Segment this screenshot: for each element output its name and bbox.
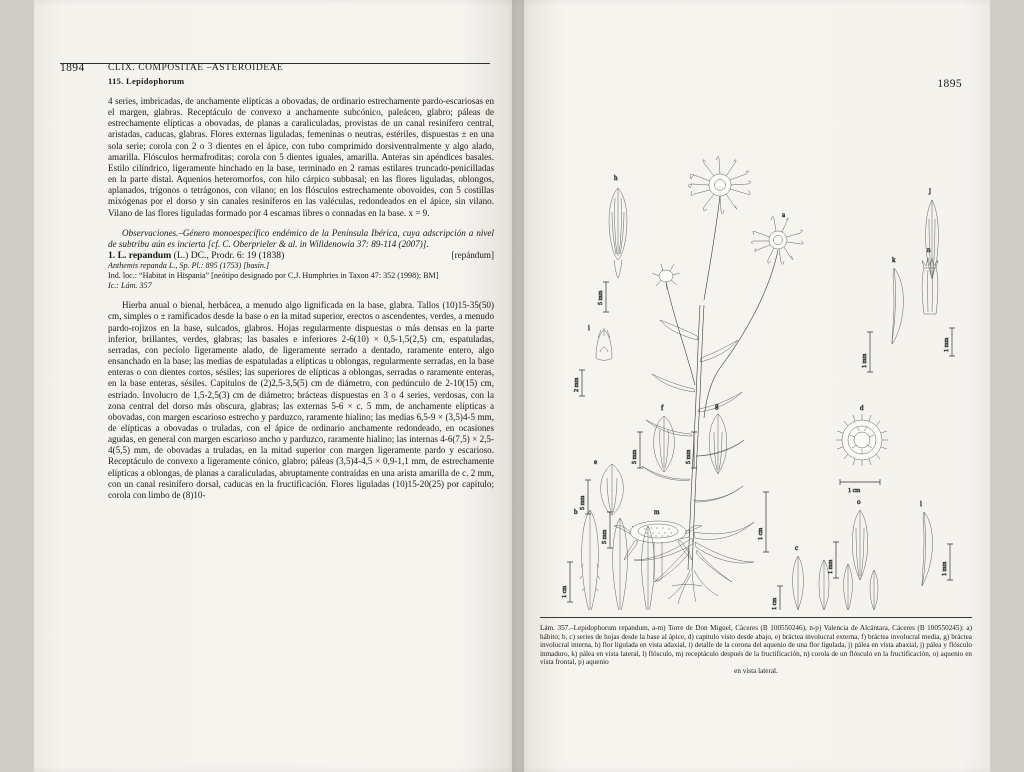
svg-text:5 mm: 5 mm	[601, 529, 608, 544]
species-heading	[108, 250, 494, 261]
book-gutter	[512, 0, 524, 772]
scale-bar-m	[601, 512, 613, 548]
svg-text:1 cm: 1 cm	[757, 527, 764, 540]
scale-bar-o	[827, 542, 839, 578]
paragraph-observations: Observaciones.–Género monoespecífico endémico de la Península Ibérica, cuya adscripción a nivel de subtribu aún es incierta [cf. C. Oberprieler & al. in Willdenowia 37: 89-114 (2007)].	[108, 227, 494, 249]
species-description: Hierba anual o bienal, herbácea, a menudo algo lignificada en la base, glabra. Tallos (10)15-35(50) cm, simples o ± ramificados desde la base o en la mitad superior, erectos o ascendentes, verdes, a menudo pardo-rojizos en la base, sulcados, glabros. Hojas regularmente dispuestas o más densas en la parte inferior, brillantes, verdes, glabras; las basales e inferiores 2-6(10) × 0,5-1,5(2,5) cm, espatuladas, serradas, con pecíolo ligeramente alado, de ligeramente serrado a dentado, raramente entero, algo ensanchado en la base; las medias de espatuladas a elípticas u oblongas, regularmente serradas, en la base enteras o con dientes cortos, sésiles; las superiores de elípticas a oblongas, serradas o raramente enteras, en la base enteras, sésiles. Capítulos de (2)2,5-3,5(5) cm de diámetro, con pedúnculo de 2-10(15) cm, estriado. Involucro de 1,5-2,5(3) cm de diámetro; brácteas dispuestas en 3 o 4 series, verdosas, con la zona central del dorso más obscura, glabras; las externas 5-6 × c. 5 mm, de anchamente elípticas a obovadas, con margen escarioso estrecho y parduzco, raramente hialino; las medias 6,5-9 × (3,5)4-5 mm, de elípticas a obovadas o truladas, con el ápice de ordinario anchamente redondeado, en ocasiones agudas, en general con margen escarioso ancho y parduzco, raramente hialino; las internas 4-6(7,5) × 2,5-4(5,5) mm, de obovadas a truladas, en la mitad superior con margen ligeramente pardo y escarioso. Receptáculo de convexo a ligeramente cónico, glabro; páleas (3,5)4-4,5 × 0,9-1,1 mm, de estrechamente elípticas a oblongas, de planas a caraliculadas, abruptamente contraídas en una arista amarilla de c. 2 mm, con un canal resinífero dorsal, caducas en la fructificación. Flores liguladas (10)15-20(25) por capítulo; corola con limbo de (8)10-	[108, 300, 494, 500]
svg-text:2 mm: 2 mm	[573, 377, 580, 392]
scale-bar-l	[941, 544, 953, 580]
scale-bar-b	[561, 562, 573, 602]
synonym-line: Anthemis repanda L., Sp. Pl.: 895 (1753) [basín.]	[108, 261, 270, 271]
svg-text:k: k	[892, 256, 896, 264]
svg-text:j: j	[929, 187, 931, 195]
botanical-plate-illustration	[540, 100, 974, 610]
scale-bar-d	[840, 479, 880, 494]
svg-text:l: l	[920, 500, 922, 508]
svg-text:5 mm: 5 mm	[597, 290, 604, 305]
svg-text:5 mm: 5 mm	[685, 449, 692, 464]
svg-text:1 cm: 1 cm	[848, 487, 861, 494]
svg-text:e: e	[594, 458, 598, 466]
scale-bar-a	[757, 492, 769, 552]
ind-loc-line: Ind. loc.: “Habitat in Hispania” [neótipo designado por C.J. Humphries in Taxon 47: 352 (1998); BM]	[108, 270, 439, 280]
svg-text:h: h	[614, 174, 618, 182]
scale-bar-c	[771, 586, 783, 610]
svg-text:c: c	[795, 544, 799, 552]
left-sub-head: 115. Lepidophorum	[108, 76, 185, 86]
plate-caption	[540, 624, 972, 676]
svg-text:g: g	[715, 402, 719, 410]
scale-bar-e	[579, 480, 591, 514]
svg-text:5 mm: 5 mm	[631, 449, 638, 464]
svg-text:1 mm: 1 mm	[941, 561, 948, 576]
svg-text:n: n	[927, 246, 931, 254]
caption-text: Lám. 357.–Lepidophorum repandum, a-m) Torre de Don Miguel, Cáceres (B 100550246), n-p) Valencia de Alcántara, Cáceres (B 100550245): a) hábito; b, c) series de hojas desde la base al ápice, d) capitulo visto desde abajo, e) bráctea involucral externa, f) bráctea involucral media, g) bráctea involucral interna, h) flor ligulada en vista adaxial, i) detalle de la corona del aquenio de una flor ligulada, j) pálea en vista abaxial, j) pálea y flósculo inmaduro, k) pálea en vista lateral, l) flósculo, m) receptáculo después de la fructificación, n) corola de un flósculo en la fructificación, o) aquenio en vista frontal, p) aquenio	[540, 624, 972, 667]
scale-bar-g	[685, 432, 697, 468]
scale-bar-j	[943, 328, 955, 356]
scale-bar-h	[597, 282, 609, 312]
svg-text:1 mm: 1 mm	[943, 337, 950, 352]
svg-text:b: b	[574, 508, 578, 516]
left-body-text	[108, 96, 494, 501]
svg-text:1 mm: 1 mm	[827, 559, 834, 574]
svg-text:a: a	[782, 211, 786, 219]
svg-text:d: d	[860, 404, 864, 412]
svg-text:1 mm: 1 mm	[861, 353, 868, 368]
right-folio: 1895	[937, 78, 962, 90]
species-authority: (L.) DC., Prodr. 6: 19 (1838)	[173, 250, 285, 262]
scale-bar-k	[861, 332, 873, 372]
svg-text:5 mm: 5 mm	[579, 495, 586, 510]
scale-bar-i	[573, 370, 585, 396]
svg-text:i: i	[588, 324, 590, 332]
svg-text:m: m	[654, 508, 660, 516]
left-folio: 1894	[60, 62, 85, 74]
svg-text:o: o	[857, 498, 861, 506]
species-number-name: 1. L. repandum	[108, 250, 172, 262]
svg-text:1 cm: 1 cm	[771, 597, 778, 610]
paragraph-continuation: 4 series, imbricadas, de anchamente elípticas a obovadas, de ordinario estrechamente pardo-escariosas en el margen, glabras. Receptáculo de convexo a anchamente subcónico, paleáceo, glabro; páleas de estrechamente elípticas a obovadas, de planas a caraliculadas, provistas de un canal resinífero central, aristadas, caducas, glabras. Flores externas liguladas, femeninas o neutras, estériles, dispuestas ± en una sola serie; corola con 2 o 3 dientes en el ápice, con tubo comprimido dorsiventralmente y algo alado, amarilla. Flósculos hermafroditas; corola con 5 dientes iguales, amarilla. Anteras sin apéndices basales. Estilo cilíndrico, ligeramente hinchado en la base, terminado en 2 ramas estilares truncado-penicilladas en la parte distal. Aquenios heteromorfos, con hilo cárpico subbasal; en las flores liguladas, oblongos, aplanados, trígonos o tetrágonos, con vilano; en los flósculos estrechamente obovoides, con 5 costillas mixógenas por el dorso y sin canales resiníferos en las valéculas, redondeados en el ápice, sin vilano. Vilano de las flores liguladas formado por 4 escamas libres o connadas en la base. x = 9.	[108, 96, 494, 218]
svg-text:1 cm: 1 cm	[561, 585, 568, 598]
caption-rule	[540, 617, 972, 618]
left-running-head: CLIX. COMPOSITAE –ASTEROIDEAE	[108, 63, 284, 73]
svg-text:f: f	[661, 404, 664, 412]
caption-last-line: en vista lateral.	[734, 666, 778, 675]
left-page	[34, 0, 518, 772]
scale-bar-f	[631, 432, 643, 468]
icon-line: Ic.: Lám. 357	[108, 280, 152, 290]
species-vernacular: [repándum]	[451, 250, 494, 261]
